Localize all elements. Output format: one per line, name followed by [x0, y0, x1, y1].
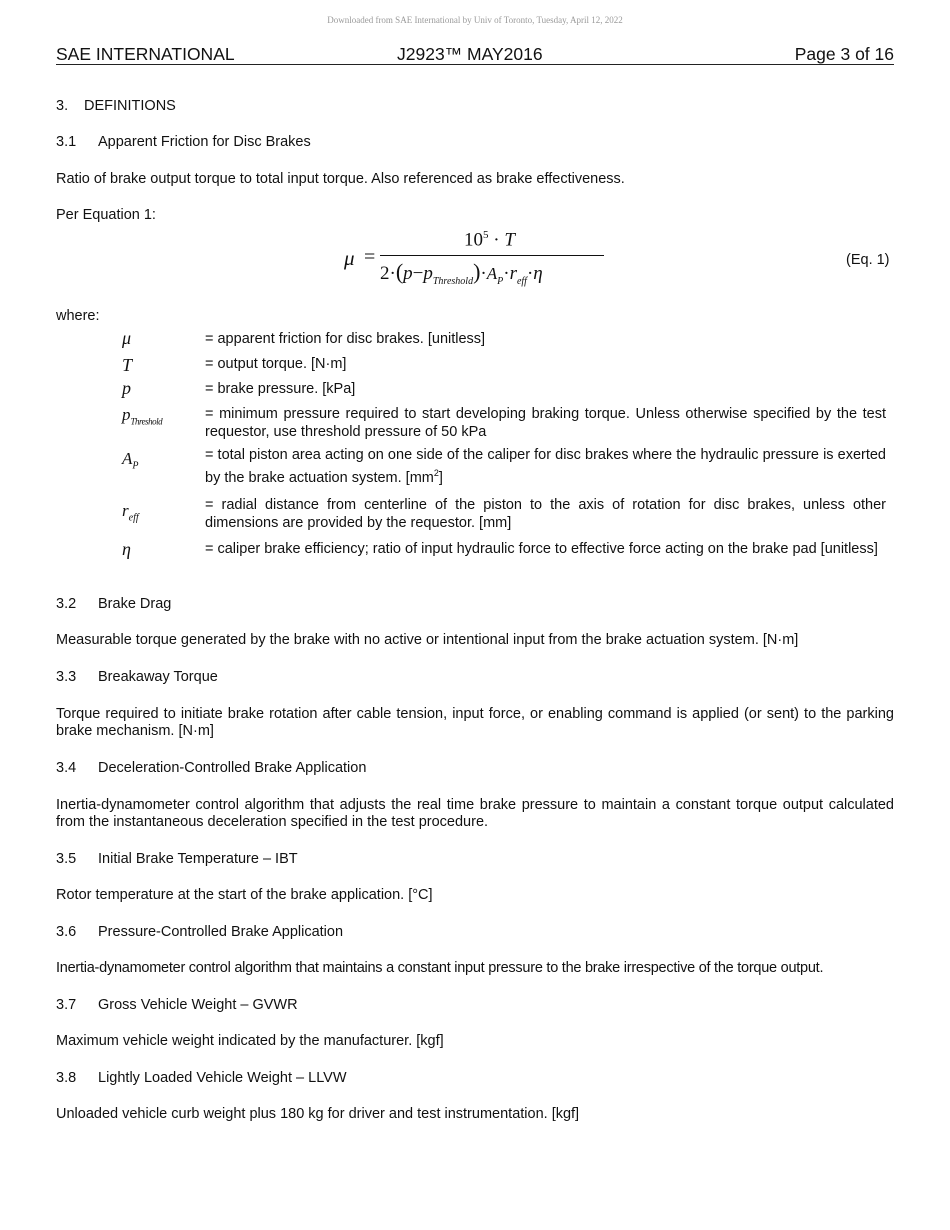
section-number: 3.: [56, 98, 69, 114]
den-radius-subscript: eff: [516, 275, 527, 287]
symbol-base: A: [122, 449, 133, 468]
section-3-4-body: Inertia-dynamometer control algorithm that adjusts the real time brake pressure to maintain a constant torque output calculated from the instantaneous deceleration specified in the test procedure.: [56, 797, 894, 830]
section-number: 3.1: [56, 134, 77, 150]
numerator-exponent: 5: [483, 229, 489, 241]
section-3-5-body: Rotor temperature at the start of the brake application. [°C]: [56, 887, 433, 903]
numerator-torque: T: [504, 229, 515, 251]
def-text-piston-area: [205, 447, 886, 487]
section-number: 3.8: [56, 1070, 77, 1086]
equation-lhs: μ: [344, 246, 355, 270]
section-3-1-heading: [56, 134, 894, 151]
den-minus: −: [412, 263, 424, 284]
section-3-4-heading: [56, 760, 894, 777]
section-title: Deceleration-Controlled Brake Application: [98, 760, 367, 776]
den-dot-2: ·: [480, 263, 487, 284]
equation-label: (Eq. 1): [846, 252, 890, 268]
equation-equals: =: [364, 246, 376, 268]
download-watermark: Downloaded from SAE International by Univ of Toronto, Tuesday, April 12, 2022: [327, 15, 623, 25]
def-symbol-torque: T: [122, 355, 133, 375]
symbol-base: p: [122, 405, 131, 424]
den-area: A: [486, 264, 498, 283]
def-symbol-radial-distance: [122, 501, 139, 523]
section-3-2-body: Measurable torque generated by the brake with no active or intentional input from the brake actuation system. [N·m]: [56, 632, 799, 648]
numerator-base: 10: [464, 229, 483, 251]
section-number: 3.4: [56, 760, 77, 776]
def-body: = total piston area acting on one side of the caliper for disc brakes where the hydraulic pressure is exerted by the brake actuation system. [mm: [205, 447, 886, 486]
def-symbol-threshold-pressure: [122, 405, 162, 426]
per-equation-label: Per Equation 1:: [56, 207, 156, 223]
den-open-paren: (: [395, 259, 404, 284]
section-number: 3.2: [56, 596, 77, 612]
den-p: p: [403, 263, 413, 284]
def-superscript: 2: [433, 467, 439, 478]
section-title: Initial Brake Temperature – IBT: [98, 851, 298, 867]
def-text-threshold-pressure: = minimum pressure required to start developing braking torque. Unless otherwise specified by the test requestor, use threshold pressure of 50 kPa: [205, 406, 886, 440]
section-3-8-heading: [56, 1070, 894, 1087]
section-3-6-body: Inertia-dynamometer control algorithm that maintains a constant input pressure to the brake irrespective of the torque output.: [56, 960, 824, 976]
section-3-7-heading: [56, 997, 894, 1014]
def-text-pressure: = brake pressure. [kPa]: [205, 381, 356, 397]
equation-numerator: [464, 229, 515, 251]
header-org: SAE INTERNATIONAL: [56, 44, 235, 64]
section-title: Gross Vehicle Weight – GVWR: [98, 997, 298, 1013]
def-text-torque: = output torque. [N·m]: [205, 356, 347, 372]
section-number: 3.6: [56, 924, 77, 940]
def-tail: ]: [438, 469, 443, 486]
def-symbol-mu: μ: [122, 328, 132, 348]
symbol-subscript: P: [132, 460, 139, 472]
section-title: Apparent Friction for Disc Brakes: [98, 134, 311, 150]
section-3-7-body: Maximum vehicle weight indicated by the manufacturer. [kgf]: [56, 1033, 444, 1049]
symbol-subscript: Threshold: [130, 416, 163, 427]
numerator-dot: ·: [493, 229, 500, 251]
den-radius: r: [509, 263, 517, 284]
symbol-base: r: [122, 501, 129, 520]
header-page-number: Page 3 of 16: [794, 44, 894, 64]
equation-denominator: [380, 259, 543, 287]
equation-1: [340, 227, 620, 293]
section-3-6-heading: [56, 924, 894, 941]
section-title: DEFINITIONS: [84, 98, 176, 114]
page-header: [56, 43, 894, 65]
section-3-5-heading: [56, 851, 894, 868]
section-number: 3.7: [56, 997, 77, 1013]
den-area-subscript: P: [497, 275, 504, 287]
den-dot-3: ·: [503, 263, 510, 284]
section-title: Pressure-Controlled Brake Application: [98, 924, 344, 940]
den-p-threshold: p: [423, 263, 433, 284]
den-dot: ·: [389, 263, 396, 284]
section-3-heading: [56, 98, 894, 115]
section-3-8-body: Unloaded vehicle curb weight plus 180 kg for driver and test instrumentation. [kgf]: [56, 1106, 580, 1122]
def-symbol-piston-area: [122, 449, 139, 471]
section-number: 3.3: [56, 669, 77, 685]
section-3-3-body: Torque required to initiate brake rotation after cable tension, input force, or enabling command is applied (or sent) to the parking brake mechanism. [N·m]: [56, 706, 894, 739]
def-text-mu: = apparent friction for disc brakes. [unitless]: [205, 331, 486, 347]
den-close-paren: ): [473, 259, 481, 284]
fraction-bar: [380, 255, 604, 256]
def-text-radial-distance: = radial distance from centerline of the piston to the axis of rotation for disc brakes, unless other dimensions are provided by the requestor. [mm]: [205, 497, 886, 531]
den-efficiency: η: [533, 263, 543, 284]
section-3-2-heading: [56, 596, 894, 613]
den-dot-4: ·: [526, 263, 534, 284]
den-threshold-subscript: Threshold: [432, 275, 474, 287]
section-number: 3.5: [56, 851, 77, 867]
den-two: 2: [380, 263, 390, 284]
def-text-eta: = caliper brake efficiency; ratio of input hydraulic force to effective force acting on the brake pad [unitless]: [205, 541, 878, 557]
def-symbol-pressure: p: [122, 378, 131, 398]
header-doc-id: J2923™ MAY2016: [397, 44, 543, 64]
where-label: where:: [56, 308, 100, 324]
section-title: Lightly Loaded Vehicle Weight – LLVW: [98, 1070, 347, 1086]
symbol-subscript: eff: [128, 512, 139, 524]
section-3-3-heading: [56, 669, 894, 686]
section-3-1-body: Ratio of brake output torque to total input torque. Also referenced as brake effectiveness.: [56, 171, 625, 187]
section-title: Breakaway Torque: [98, 669, 218, 685]
def-symbol-eta: η: [122, 539, 131, 559]
section-title: Brake Drag: [98, 596, 172, 612]
